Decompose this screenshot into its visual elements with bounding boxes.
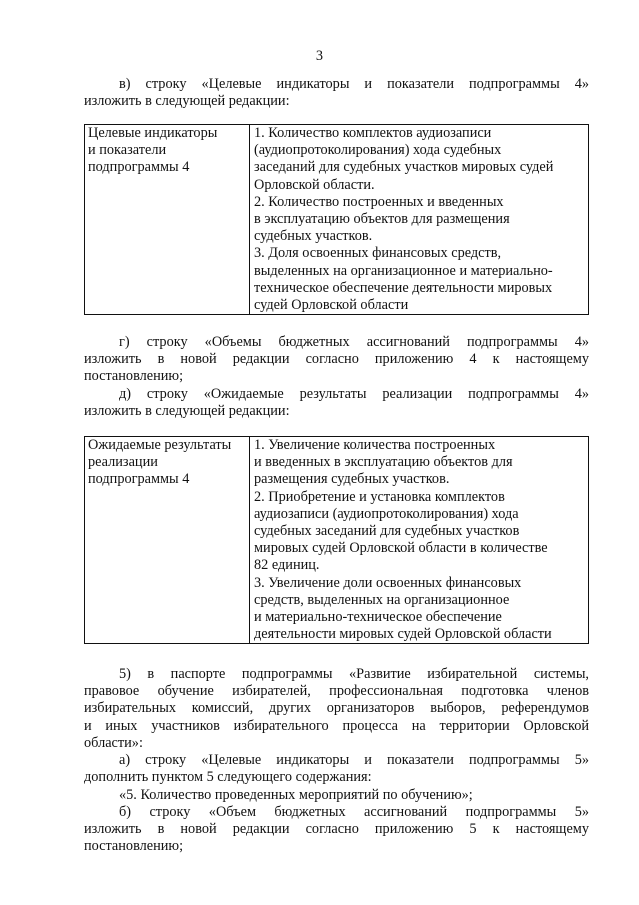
- cell-line: деятельности мировых судей Орловской области: [254, 626, 552, 643]
- paragraph-d: [84, 386, 589, 420]
- cell-line: судей Орловской области: [254, 297, 409, 314]
- paragraph-line: д) строку «Ожидаемые результаты реализации подпрограммы 4»: [119, 386, 589, 402]
- cell-line: 2. Количество построенных и введенных: [254, 193, 504, 210]
- paragraph-g: [84, 334, 589, 386]
- paragraph-5: [84, 666, 589, 752]
- table-row: [85, 125, 589, 315]
- cell-line: 1. Количество комплектов аудиозаписи: [254, 125, 492, 141]
- cell-line: 1. Увеличение количества построенных: [254, 437, 496, 453]
- expected-results-table: [84, 436, 589, 644]
- paragraph-line: постановлению;: [84, 368, 184, 385]
- table-cell-label: [85, 125, 250, 315]
- cell-line: 2. Приобретение и установка комплектов: [254, 488, 505, 505]
- cell-line: и введенных в эксплуатацию объектов для: [254, 454, 513, 471]
- paragraph-line: изложить в следующей редакции:: [84, 93, 290, 110]
- page-number: 3: [315, 48, 324, 64]
- paragraph-line: избирательных комиссий, других организаторов выборов, референдумов: [84, 700, 589, 717]
- paragraph-line: б) строку «Объем бюджетных ассигнований подпрограммы 5»: [119, 804, 589, 820]
- cell-line: подпрограммы 4: [88, 471, 190, 488]
- paragraph-quote: [84, 787, 589, 804]
- paragraph-line: изложить в новой редакции согласно приложению 5 к настоящему: [84, 821, 589, 838]
- table-cell-content: [250, 437, 589, 644]
- paragraph-line: 5) в паспорте подпрограммы «Развитие избирательной системы,: [119, 666, 589, 682]
- cell-line: заседаний для судебных участков мировых судей: [254, 159, 554, 176]
- cell-line: размещения судебных участков.: [254, 471, 450, 488]
- target-indicators-table: [84, 124, 589, 315]
- paragraph-line: дополнить пунктом 5 следующего содержания:: [84, 769, 372, 786]
- cell-line: 3. Увеличение доли освоенных финансовых: [254, 574, 522, 591]
- cell-line: в эксплуатацию объектов для размещения: [254, 211, 510, 228]
- cell-line: реализации: [88, 454, 158, 471]
- table-cell-content: [250, 125, 589, 315]
- cell-line: аудиозаписи (аудиопротоколирования) хода: [254, 505, 519, 522]
- paragraph-b: [84, 804, 589, 856]
- cell-line: мировых судей Орловской области в количестве: [254, 540, 548, 557]
- paragraph-line: г) строку «Объемы бюджетных ассигнований подпрограммы 4»: [119, 334, 589, 350]
- paragraph-line: области»:: [84, 734, 143, 751]
- cell-line: судебных заседаний для судебных участков: [254, 523, 520, 540]
- cell-line: 3. Доля освоенных финансовых средств,: [254, 245, 502, 262]
- cell-line: (аудиопротоколирования) хода судебных: [254, 142, 502, 159]
- paragraph-line: изложить в следующей редакции:: [84, 403, 290, 420]
- cell-line: Орловской области.: [254, 176, 375, 193]
- cell-line: и материально-техническое обеспечение: [254, 609, 502, 626]
- paragraph-line: а) строку «Целевые индикаторы и показатели подпрограммы 5»: [119, 752, 589, 768]
- paragraph-line: постановлению;: [84, 838, 184, 855]
- paragraph-line: и иных участников избирательного процесса на территории Орловской: [84, 717, 589, 734]
- paragraph-line: в) строку «Целевые индикаторы и показатели подпрограммы 4»: [119, 76, 589, 92]
- cell-line: подпрограммы 4: [88, 159, 190, 176]
- cell-line: судебных участков.: [254, 228, 373, 245]
- cell-line: средств, выделенных на организационное: [254, 591, 510, 608]
- cell-line: техническое обеспечение деятельности мировых: [254, 279, 553, 296]
- paragraph-line: изложить в новой редакции согласно приложению 4 к настоящему: [84, 351, 589, 368]
- paragraph-a: [84, 752, 589, 786]
- table-cell-label: [85, 437, 250, 644]
- paragraph-line: «5. Количество проведенных мероприятий по обучению»;: [119, 787, 473, 803]
- table-row: [85, 437, 589, 644]
- cell-line: Целевые индикаторы: [88, 125, 218, 141]
- paragraph-line: правовое обучение избирателей, профессиональная подготовка членов: [84, 683, 589, 700]
- cell-line: выделенных на организационное и материально-: [254, 262, 553, 279]
- cell-line: и показатели: [88, 142, 167, 159]
- cell-line: 82 единиц.: [254, 557, 320, 574]
- cell-line: Ожидаемые результаты: [88, 437, 232, 453]
- paragraph-v: [84, 76, 589, 110]
